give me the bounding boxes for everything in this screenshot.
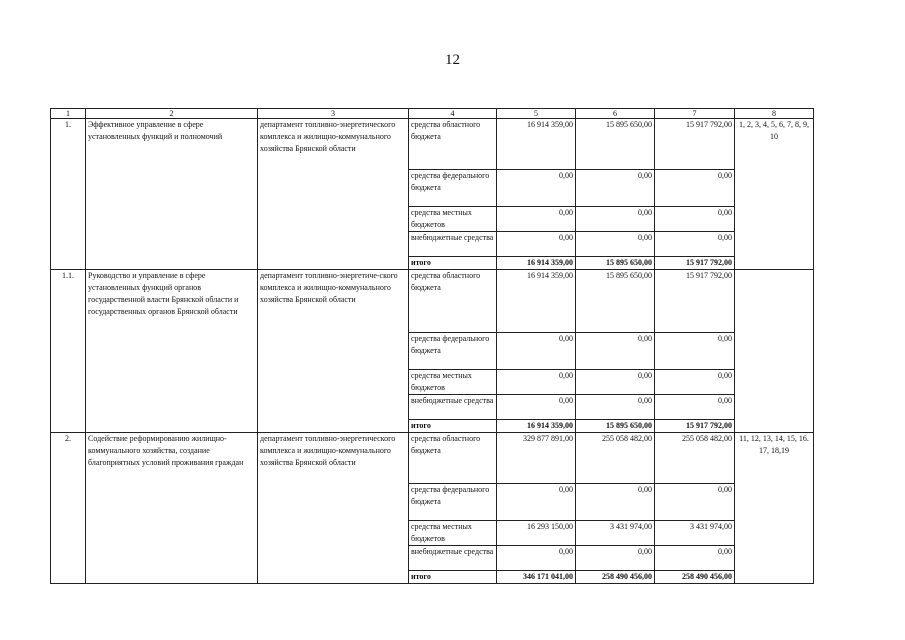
funding-source: средства федерального бюджета bbox=[409, 170, 497, 207]
amount-col5: 346 171 041,00 bbox=[497, 571, 576, 584]
amount-col5: 0,00 bbox=[497, 207, 576, 232]
amount-col6: 0,00 bbox=[576, 333, 655, 370]
column-header: 7 bbox=[655, 109, 735, 119]
amount-col6: 0,00 bbox=[576, 207, 655, 232]
amount-col7: 0,00 bbox=[655, 207, 735, 232]
amount-col7: 0,00 bbox=[655, 170, 735, 207]
table-row bbox=[51, 433, 814, 484]
amount-col7: 15 917 792,00 bbox=[655, 270, 735, 333]
amount-col5: 16 293 150,00 bbox=[497, 521, 576, 546]
block-results: 11, 12, 13, 14, 15, 16. 17, 18,19 bbox=[735, 433, 814, 584]
amount-col5: 0,00 bbox=[497, 370, 576, 395]
block-name: Руководство и управление в сфере установленных функций органов государственной власти Брянской области и государственных органов Брянской области bbox=[86, 270, 258, 433]
amount-col7: 255 058 482,00 bbox=[655, 433, 735, 484]
amount-col5: 0,00 bbox=[497, 170, 576, 207]
amount-col6: 3 431 974,00 bbox=[576, 521, 655, 546]
column-header: 5 bbox=[497, 109, 576, 119]
block-results bbox=[735, 270, 814, 433]
funding-source: средства федерального бюджета bbox=[409, 333, 497, 370]
amount-col7: 0,00 bbox=[655, 546, 735, 571]
amount-col5: 16 914 359,00 bbox=[497, 420, 576, 433]
amount-col6: 15 895 650,00 bbox=[576, 270, 655, 333]
column-header: 1 bbox=[51, 109, 86, 119]
amount-col7: 0,00 bbox=[655, 232, 735, 257]
block-index: 1. bbox=[51, 119, 86, 270]
amount-col6: 0,00 bbox=[576, 170, 655, 207]
block-executor: департамент топливно-энергетического комплекса и жилищно-коммунального хозяйства Брянской области bbox=[258, 433, 409, 584]
column-header-row bbox=[51, 109, 814, 119]
amount-col7: 15 917 792,00 bbox=[655, 420, 735, 433]
table-row bbox=[51, 270, 814, 333]
amount-col7: 258 490 456,00 bbox=[655, 571, 735, 584]
block-index: 2. bbox=[51, 433, 86, 584]
amount-col7: 15 917 792,00 bbox=[655, 119, 735, 170]
amount-col5: 16 914 359,00 bbox=[497, 270, 576, 333]
funding-source: внебюджетные средства bbox=[409, 546, 497, 571]
funding-source: средства местных бюджетов bbox=[409, 521, 497, 546]
amount-col6: 0,00 bbox=[576, 395, 655, 420]
amount-col5: 0,00 bbox=[497, 395, 576, 420]
funding-source: итого bbox=[409, 571, 497, 584]
amount-col6: 0,00 bbox=[576, 232, 655, 257]
column-header: 6 bbox=[576, 109, 655, 119]
amount-col6: 0,00 bbox=[576, 370, 655, 395]
amount-col6: 15 895 650,00 bbox=[576, 420, 655, 433]
block-name: Содействие реформированию жилищно-коммунального хозяйства, создание благоприятных условий проживания граждан bbox=[86, 433, 258, 584]
block-index: 1.1. bbox=[51, 270, 86, 433]
column-header: 3 bbox=[258, 109, 409, 119]
block-name: Эффективное управление в сфере установленных функций и полномочий bbox=[86, 119, 258, 270]
amount-col7: 3 431 974,00 bbox=[655, 521, 735, 546]
amount-col5: 329 877 891,00 bbox=[497, 433, 576, 484]
amount-col5: 0,00 bbox=[497, 484, 576, 521]
column-header: 2 bbox=[86, 109, 258, 119]
amount-col5: 0,00 bbox=[497, 232, 576, 257]
funding-source: итого bbox=[409, 420, 497, 433]
funding-source: средства местных бюджетов bbox=[409, 207, 497, 232]
amount-col5: 16 914 359,00 bbox=[497, 119, 576, 170]
amount-col5: 0,00 bbox=[497, 546, 576, 571]
block-executor: департамент топливно-энергетического комплекса и жилищно-коммунального хозяйства Брянской области bbox=[258, 119, 409, 270]
block-executor: департамент топливно-энергетиче-ского комплекса и жилищно-коммунального хозяйства Брянской области bbox=[258, 270, 409, 433]
amount-col6: 15 895 650,00 bbox=[576, 257, 655, 270]
amount-col7: 0,00 bbox=[655, 484, 735, 521]
funding-source: средства областного бюджета bbox=[409, 270, 497, 333]
block-results: 1, 2, 3, 4, 5, 6, 7, 8, 9, 10 bbox=[735, 119, 814, 270]
funding-source: средства федерального бюджета bbox=[409, 484, 497, 521]
funding-source: средства местных бюджетов bbox=[409, 370, 497, 395]
table-row bbox=[51, 119, 814, 170]
amount-col7: 0,00 bbox=[655, 333, 735, 370]
column-header: 8 bbox=[735, 109, 814, 119]
funding-source: внебюджетные средства bbox=[409, 232, 497, 257]
amount-col7: 15 917 792,00 bbox=[655, 257, 735, 270]
amount-col5: 0,00 bbox=[497, 333, 576, 370]
amount-col6: 0,00 bbox=[576, 484, 655, 521]
amount-col6: 0,00 bbox=[576, 546, 655, 571]
funding-source: внебюджетные средства bbox=[409, 395, 497, 420]
amount-col6: 15 895 650,00 bbox=[576, 119, 655, 170]
amount-col6: 255 058 482,00 bbox=[576, 433, 655, 484]
funding-source: средства областного бюджета bbox=[409, 119, 497, 170]
funding-source: итого bbox=[409, 257, 497, 270]
funding-source: средства областного бюджета bbox=[409, 433, 497, 484]
page-number: 12 bbox=[445, 52, 460, 68]
amount-col7: 0,00 bbox=[655, 395, 735, 420]
amount-col7: 0,00 bbox=[655, 370, 735, 395]
column-header: 4 bbox=[409, 109, 497, 119]
budget-table bbox=[50, 108, 814, 584]
amount-col5: 16 914 359,00 bbox=[497, 257, 576, 270]
amount-col6: 258 490 456,00 bbox=[576, 571, 655, 584]
